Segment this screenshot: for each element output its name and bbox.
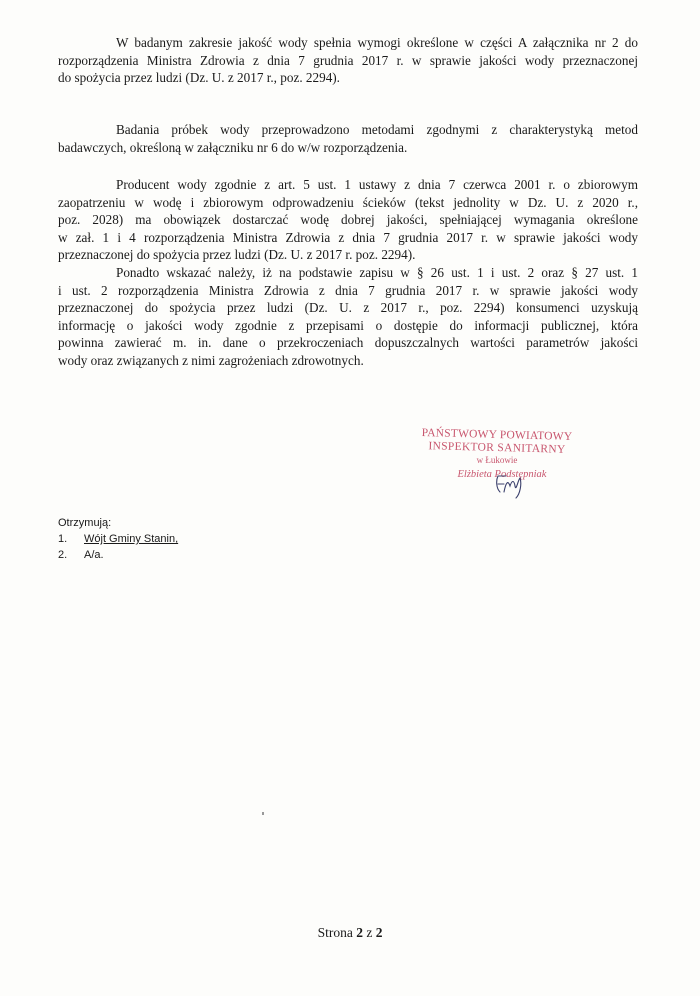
text-line: Badania próbek wody przeprowadzono metodami zgodnymi z charakterystyką metod (116, 122, 638, 137)
signature-icon (492, 470, 532, 500)
page-number (0, 925, 700, 941)
text-line: powinna zawierać m. in. dane o przekroczeniach dopuszczalnych wartości parametrów jakości (58, 335, 638, 351)
text-line: wody oraz związanych z nimi zagrożeniach zdrowotnych. (58, 352, 364, 368)
text-line: rozporządzenia Ministra Zdrowia z dnia 7 grudnia 2017 r. w sprawie jakości wody przeznaczonej (58, 52, 638, 68)
text-line: badawczych, określoną w załączniku nr 6 do w/w rozporządzenia. (58, 139, 408, 155)
text-line: Producent wody zgodnie z art. 5 ust. 1 ustawy z dnia 7 czerwca 2001 r. o zbiorowym (116, 177, 638, 192)
paragraph-test-methods (58, 121, 638, 156)
text-line: W badanym zakresie jakość wody spełnia wymogi określone w części A załącznika nr 2 do (116, 35, 638, 50)
recipient-number: 1. (58, 533, 68, 545)
text-line: poz. 2028) ma obowiązek dostarczać wodę dobrej jakości, spełniającej wymagania określone (58, 212, 638, 228)
recipients-list (58, 515, 178, 563)
recipient-item (58, 531, 178, 547)
text-line: przeznaczonej do spożycia przez ludzi (Dz. U. z 2017 r., poz. 2294) konsumenci uzyskują (58, 300, 638, 316)
stamp-subtitle: INSPEKTOR SANITARNY (428, 440, 566, 456)
stamp-title: PAŃSTWOWY POWIATOWY (421, 427, 573, 443)
page-prefix: Strona (317, 925, 353, 940)
text-line: w zał. 1 i 4 rozporządzenia Ministra Zdrowia z dnia 7 grudnia 2017 r. w sprawie jakości wody (58, 229, 638, 245)
text-line: zaopatrzeniu w wodę i zbiorowym odprowadzeniu ścieków (tekst jednolity w Dz. U. z 2020 r., (58, 194, 638, 210)
recipient-item (58, 547, 178, 563)
recipient-number: 2. (58, 549, 68, 561)
recipient-name: A/a. (84, 549, 104, 561)
paragraph-water-quality (58, 34, 638, 87)
page-total: 2 (375, 925, 383, 940)
paragraph-consumer-information (58, 264, 638, 370)
stamp-location: w Łukowie (476, 455, 518, 465)
stamp-name: Elżbieta Podstępniak (457, 469, 547, 480)
text-line: przeznaczonej do spożycia przez ludzi (Dz. U. z 2017 r. poz. 2294). (58, 247, 416, 263)
recipients-heading: Otrzymują: (58, 517, 112, 529)
page-separator: z (366, 925, 373, 940)
paragraph-producer-obligation (58, 176, 638, 264)
scan-speck (262, 812, 264, 815)
text-line: Ponadto wskazać należy, iż na podstawie zapisu w § 26 ust. 1 i ust. 2 oraz § 27 ust. 1 (116, 265, 638, 280)
text-line: informację o jakości wody zgodnie z przepisami o dostępie do informacji publicznej, która (58, 317, 638, 333)
recipient-name: Wójt Gminy Stanin, (84, 533, 179, 545)
text-line: i ust. 2 rozporządzenia Ministra Zdrowia z dnia 7 grudnia 2017 r. w sprawie jakości wody (58, 282, 638, 298)
text-line: do spożycia przez ludzi (Dz. U. z 2017 r., poz. 2294). (58, 70, 340, 86)
page-current: 2 (356, 925, 363, 940)
